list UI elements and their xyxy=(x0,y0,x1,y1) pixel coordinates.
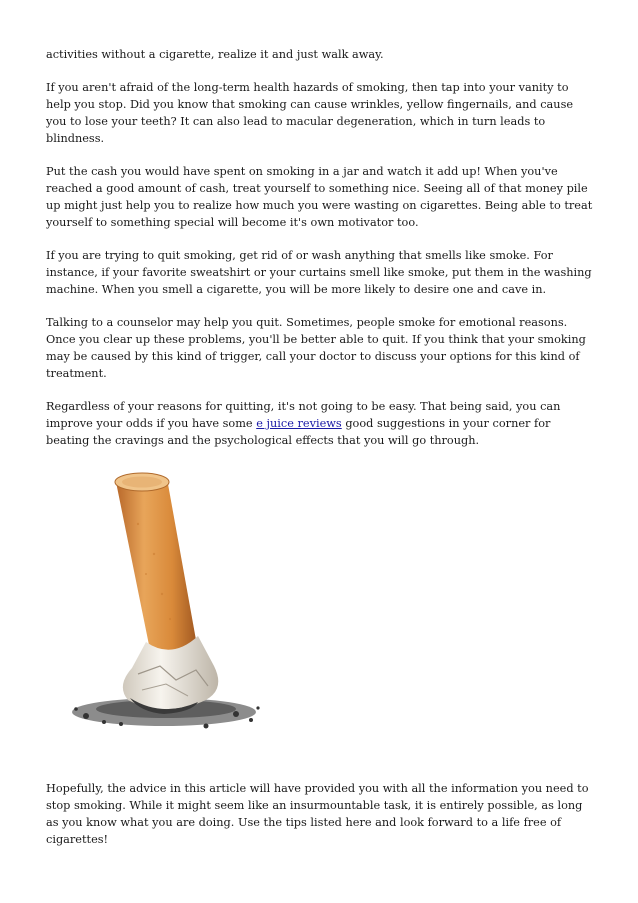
e-juice-reviews-link[interactable]: e juice reviews xyxy=(256,417,342,430)
paragraph-5: Talking to a counselor may help you quit. Sometimes, people smoke for emotional reasons. Once you clear up these problems, you'll be better able to quit. If you think that your smoking may be caused by this kind of trigger, call your doctor to discuss your options for this kind of treatment. xyxy=(46,316,586,380)
paragraph-1: activities without a cigarette, realize it and just walk away. xyxy=(46,48,384,61)
article-body xyxy=(46,46,596,465)
paragraph-3: Put the cash you would have spent on smoking in a jar and watch it add up! When you've reached a good amount of cash, treat yourself to something nice. Seeing all of that money pile up might just help you to realize how much you were wasting on cigarettes. Being able to treat yourself to something special will become it's own motivator too. xyxy=(46,165,593,229)
cigarette-butt-photo xyxy=(46,404,286,740)
paragraph-6-after: good suggestions in your corner for beating the cravings and the psychological effects that you will go through. xyxy=(46,417,551,447)
closing-paragraph: Hopefully, the advice in this article will have provided you with all the information you need to stop smoking. While it might seem like an insurmountable task, it is entirely possible, as long as you know what you are doing. Use the tips listed here and look forward to a life free of cigarettes! xyxy=(46,782,589,846)
cigarette-butt-icon xyxy=(46,404,286,740)
paragraph-4: If you are trying to quit smoking, get rid of or wash anything that smells like smoke. For instance, if your favorite sweatshirt or your curtains smell like smoke, put them in the washing machine. When you smell a cigarette, you will be more likely to desire one and cave in. xyxy=(46,249,592,296)
paragraph-6-before: Regardless of your reasons for quitting, it's not going to be easy. That being said, you can improve your odds if you have some xyxy=(46,400,561,430)
paragraph-2: If you aren't afraid of the long-term health hazards of smoking, then tap into your vanity to help you stop. Did you know that smoking can cause wrinkles, yellow fingernails, and cause you to lose your teeth? It can also lead to macular degeneration, which in turn leads to blindness. xyxy=(46,81,574,145)
